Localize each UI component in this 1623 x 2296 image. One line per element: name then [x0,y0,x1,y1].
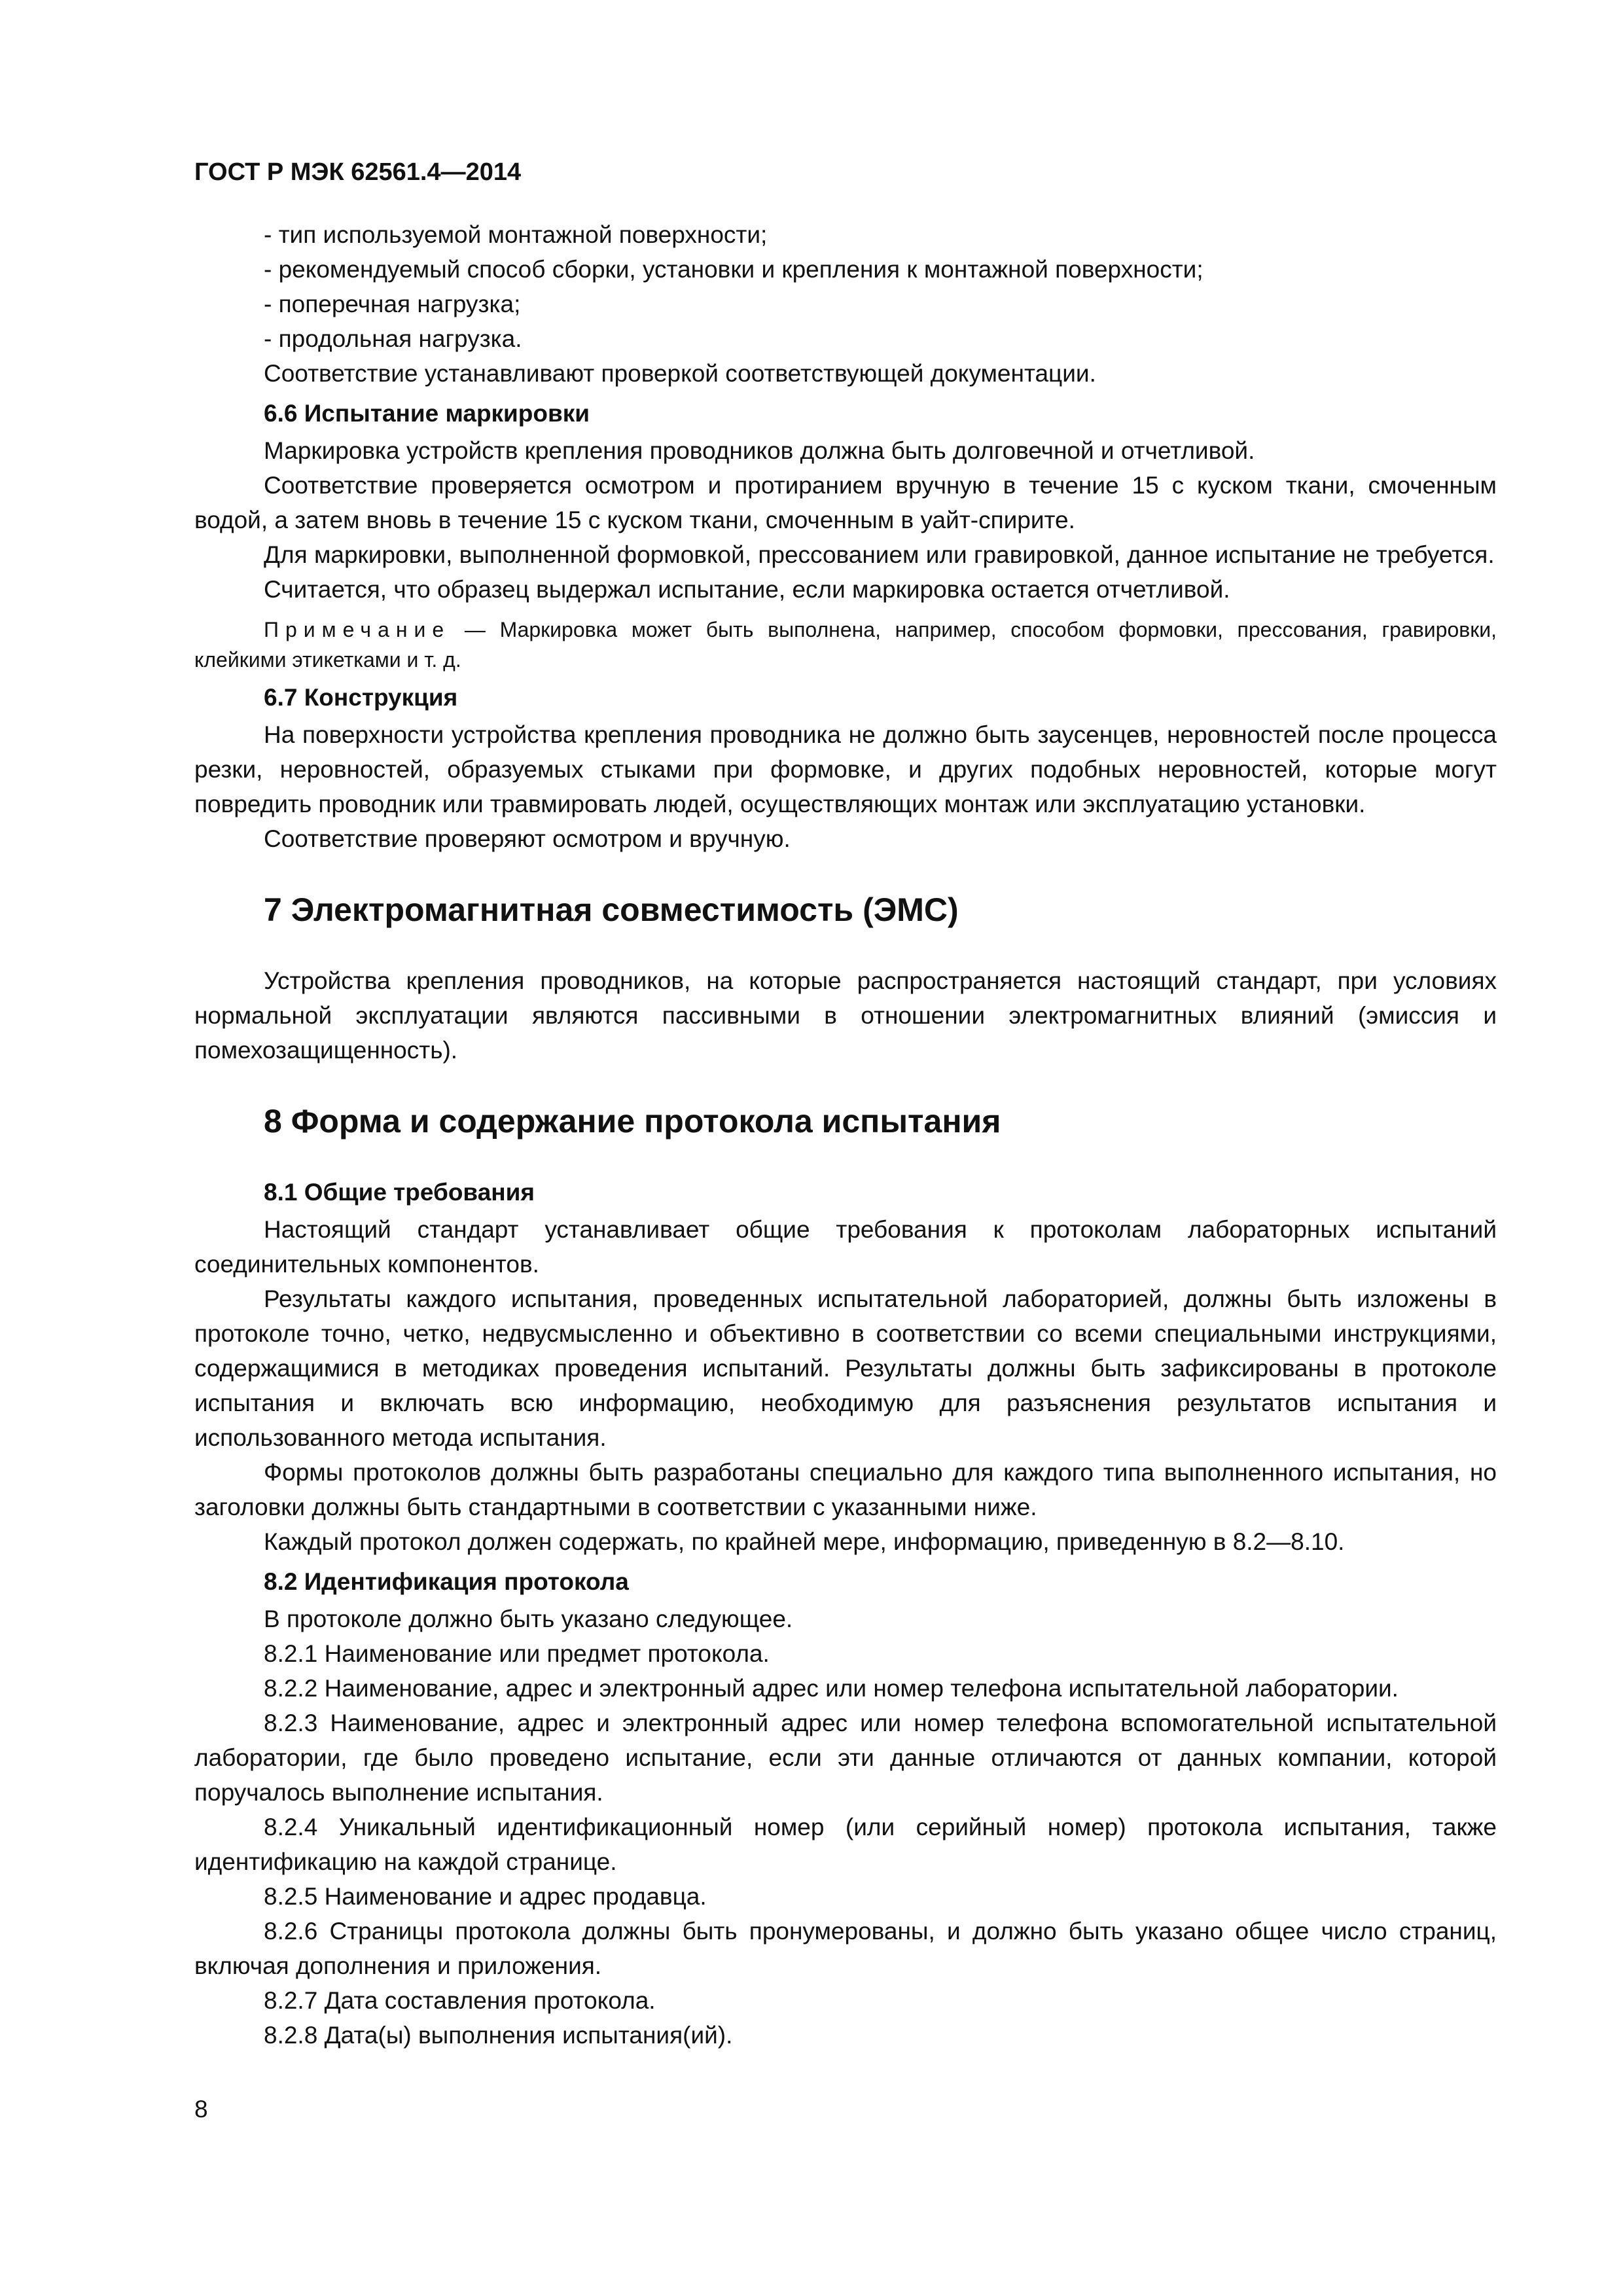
bullet-item: - продольная нагрузка. [264,325,522,352]
list-item: 8.2.6 Страницы протокола должны быть пронумерованы, и должно быть указано общее число страниц, включая дополнения и приложения. [194,1918,1497,1979]
page-number: 8 [194,2096,208,2123]
paragraph: Соответствие проверяют осмотром и вручную. [264,825,791,852]
document-page [194,157,1497,2053]
paragraph: Результаты каждого испытания, проведенных испытательной лабораторией, должны быть изложены в протоколе точно, четко, недвусмысленно и объективно в соответствии со всеми специальными инструкциями, содержащимися в методиках проведения испытаний. Результаты должны быть зафиксированы в протоколе испытания и включать всю информацию, необходимую для разъяснения результатов испытания и использованного метода испытания. [194,1285,1497,1451]
list-item: 8.2.4 Уникальный идентификационный номер (или серийный номер) протокола испытания, также идентификацию на каждой странице. [194,1814,1497,1875]
paragraph: Соответствие проверяется осмотром и протиранием вручную в течение 15 с куском ткани, смоченным водой, а затем вновь в течение 15 с куском ткани, смоченным в уайт-спирите. [194,472,1497,533]
bullet-item: - тип используемой монтажной поверхности; [264,221,768,248]
paragraph: Маркировка устройств крепления проводников должна быть долговечной и отчетливой. [264,437,1255,464]
section-heading-8: 8 Форма и содержание протокола испытания [264,1103,1001,1139]
paragraph: На поверхности устройства крепления проводника не должно быть заусенцев, неровностей после процесса резки, неровностей, образуемых стыками при формовке, и других подобных неровностей, которые могут повредить проводник или травмировать людей, осуществляющих монтаж или эксплуатацию установки. [194,721,1497,817]
paragraph: Настоящий стандарт устанавливает общие требования к протоколам лабораторных испытаний соединительных компонентов. [194,1216,1497,1278]
document-header: ГОСТ Р МЭК 62561.4—2014 [194,158,522,186]
list-item: 8.2.2 Наименование, адрес и электронный адрес или номер телефона испытательной лаборатории. [264,1675,1399,1702]
bullet-item: - рекомендуемый способ сборки, установки и крепления к монтажной поверхности; [264,256,1204,283]
bullet-item: - поперечная нагрузка; [264,291,521,317]
section-heading-7: 7 Электромагнитная совместимость (ЭМС) [264,891,959,928]
list-item: 8.2.5 Наименование и адрес продавца. [264,1883,707,1910]
paragraph: Устройства крепления проводников, на которые распространяется настоящий стандарт, при условиях нормальной эксплуатации являются пассивными в отношении электромагнитных влияний (эмиссия и помехозащищенность). [194,967,1497,1064]
note [194,615,1497,675]
note-label: Примечание [264,618,451,641]
section-heading-8-2: 8.2 Идентификация протокола [264,1568,629,1595]
list-item: 8.2.8 Дата(ы) выполнения испытания(ий). [264,2022,733,2049]
paragraph: В протоколе должно быть указано следующее. [264,1605,793,1632]
list-item: 8.2.3 Наименование, адрес и электронный адрес или номер телефона вспомогательной испытательной лаборатории, где было проведено испытание, если эти данные отличаются от данных компании, которой поручалось выполнение испытания. [194,1710,1497,1806]
paragraph: Формы протоколов должны быть разработаны специально для каждого типа выполненного испытания, но заголовки должны быть стандартными в соответствии с указанными ниже. [194,1459,1497,1520]
list-item: 8.2.1 Наименование или предмет протокола. [264,1640,770,1667]
paragraph: Считается, что образец выдержал испытание, если маркировка остается отчетливой. [264,576,1230,603]
note-text: — Маркировка может быть выполнена, например, способом формовки, прессования, гравировки, клейкими этикетками и т. д. [194,618,1497,672]
section-heading-8-1: 8.1 Общие требования [264,1179,535,1206]
paragraph: Для маркировки, выполненной формовкой, прессованием или гравировкой, данное испытание не требуется. [264,541,1495,568]
list-item: 8.2.7 Дата составления протокола. [264,1987,656,2014]
section-heading-6-6: 6.6 Испытание маркировки [264,400,590,427]
section-heading-6-7: 6.7 Конструкция [264,684,458,711]
paragraph: Соответствие устанавливают проверкой соответствующей документации. [264,360,1096,387]
paragraph: Каждый протокол должен содержать, по крайней мере, информацию, приведенную в 8.2—8.10. [264,1528,1345,1555]
